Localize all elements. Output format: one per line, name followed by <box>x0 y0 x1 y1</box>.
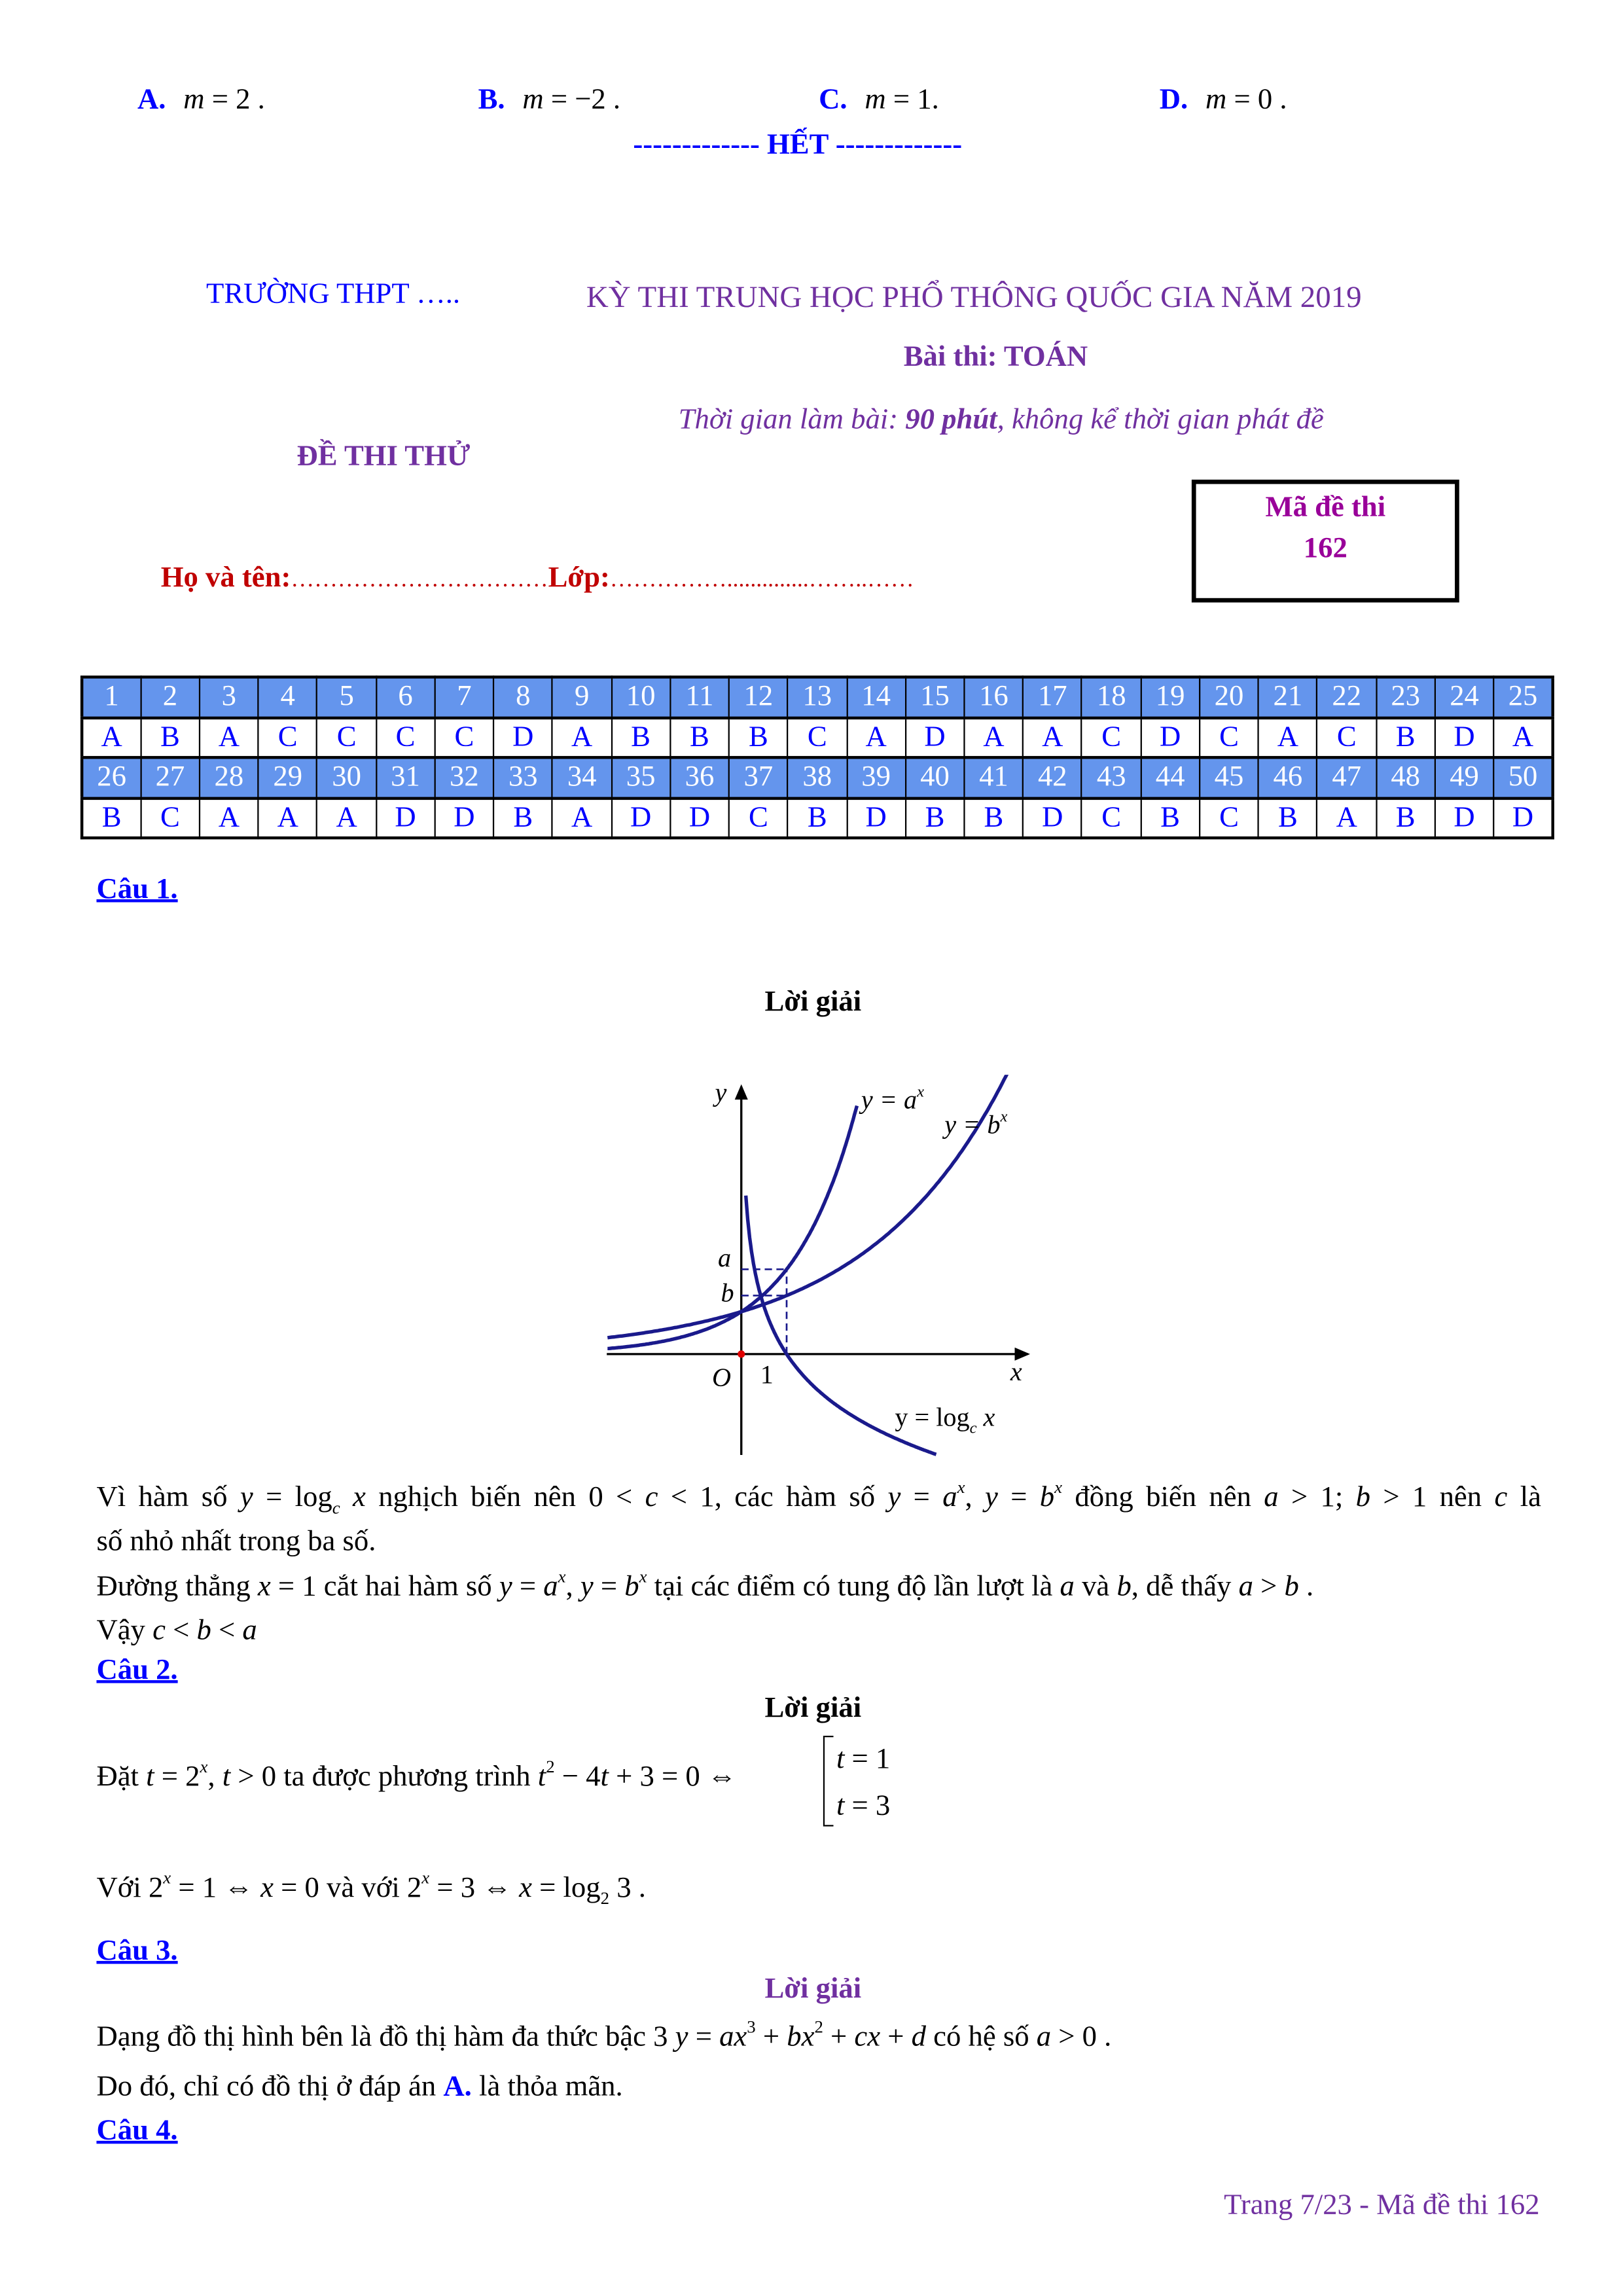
answer-number: 38 <box>788 757 847 797</box>
answer-number: 40 <box>906 757 965 797</box>
answer-letter: B <box>493 798 552 838</box>
curve-label-log-c: $y = \log_c x$ <box>895 1402 995 1437</box>
q3-solution-line <box>96 2071 622 2104</box>
text-segment: , dễ thấy <box>1131 1570 1239 1603</box>
answer-letter: C <box>259 717 317 757</box>
answer-number: 10 <box>611 677 670 717</box>
exam-code-label: Mã đề thi <box>1265 491 1386 524</box>
text-segment: = log <box>531 1871 601 1904</box>
option-c <box>819 83 939 117</box>
math-symbol: y <box>580 1570 594 1603</box>
answer-number: 12 <box>729 677 788 717</box>
text-segment: , <box>207 1760 223 1793</box>
answer-number: 1 <box>82 677 141 717</box>
text-segment: A. <box>443 2070 472 2103</box>
text-segment: + <box>755 2020 787 2053</box>
answer-letter: C <box>788 717 847 757</box>
answer-number: 46 <box>1258 757 1317 797</box>
text-segment: = <box>901 1481 943 1514</box>
math-symbol: t <box>836 1743 845 1776</box>
time-suffix: , không kể thời gian phát đề <box>997 403 1324 436</box>
name-field: …………………………… <box>291 567 548 592</box>
math-symbol: m <box>1205 83 1227 116</box>
math-symbol: x <box>257 1570 271 1603</box>
answer-letter: A <box>82 717 141 757</box>
solution-label: Lời giải <box>764 1972 862 2005</box>
origin-label: O <box>712 1363 732 1393</box>
answer-key-header-row <box>82 757 1553 797</box>
math-symbol: c <box>1494 1481 1508 1514</box>
page-footer <box>1224 2189 1539 2223</box>
answer-key-answer-row <box>82 798 1553 838</box>
answer-letter: A <box>847 717 906 757</box>
curve-label-b-x: $y = b^x$ <box>944 1107 1008 1139</box>
math-symbol: d <box>911 2020 926 2053</box>
answer-number: 44 <box>1141 757 1200 797</box>
answer-number: 24 <box>1435 677 1494 717</box>
math-symbol: x <box>1054 1477 1063 1498</box>
answer-letter: D <box>1141 717 1200 757</box>
math-symbol: x <box>200 1756 208 1777</box>
answer-letter: C <box>1082 717 1141 757</box>
math-symbol: x <box>558 1566 566 1587</box>
text-segment: tại các điểm có tung độ lần lượt là <box>647 1570 1060 1603</box>
subject-title: Bài thi: TOÁN <box>903 340 1088 373</box>
math-symbol: t <box>146 1760 154 1793</box>
text-segment: < <box>211 1614 243 1647</box>
question-2-link[interactable]: Câu 2. <box>96 1653 178 1687</box>
answer-letter: C <box>1200 798 1258 838</box>
answer-number: 17 <box>1023 677 1082 717</box>
answer-number: 29 <box>259 757 317 797</box>
text-segment: = log <box>253 1481 332 1514</box>
math-symbol: a <box>942 1481 957 1514</box>
text-segment: = 0 và với 2 <box>273 1871 422 1904</box>
q1-conclusion <box>96 1615 257 1648</box>
answer-letter: D <box>906 717 965 757</box>
text-segment: > 1; <box>1278 1481 1356 1514</box>
answer-letter: B <box>964 798 1023 838</box>
y-axis-label: y <box>715 1077 727 1107</box>
time-value: 90 phút <box>905 403 997 436</box>
text-segment: > 1 nên <box>1370 1481 1495 1514</box>
text-segment: > 0 . <box>1051 2020 1112 2053</box>
answer-number: 26 <box>82 757 141 797</box>
answer-key-header-row <box>82 677 1553 717</box>
math-symbol: t <box>537 1760 546 1793</box>
text-segment: = <box>688 2020 720 2053</box>
answer-letter: A <box>1258 717 1317 757</box>
exam-code-value: 162 <box>1303 532 1347 565</box>
footer-separator: - <box>1351 2189 1377 2221</box>
math-symbol: b <box>196 1614 211 1647</box>
math-symbol: b <box>1284 1570 1299 1603</box>
text-segment: = 1 cắt hai hàm số <box>270 1570 499 1603</box>
text-segment: = 3 ⇔ <box>429 1871 520 1904</box>
text-segment: và <box>1074 1570 1117 1603</box>
text-segment: > 0 ta được phương trình <box>230 1760 538 1793</box>
answer-number: 11 <box>670 677 729 717</box>
answer-number: 9 <box>552 677 611 717</box>
exam-title: KỲ THI TRUNG HỌC PHỔ THÔNG QUỐC GIA NĂM 2019 <box>586 279 1362 315</box>
answer-number: 5 <box>317 677 376 717</box>
answer-number: 47 <box>1317 757 1376 797</box>
answer-number: 30 <box>317 757 376 797</box>
text-segment: − 4 <box>554 1760 601 1793</box>
answer-letter: B <box>729 717 788 757</box>
answer-letter: B <box>611 717 670 757</box>
math-symbol: y <box>240 1481 253 1514</box>
answer-letter: A <box>964 717 1023 757</box>
curve-a-power-x <box>607 1106 857 1349</box>
tick-label-1: 1 <box>760 1359 774 1390</box>
text-segment: = <box>512 1570 544 1603</box>
math-symbol: bx <box>787 2020 815 2053</box>
answer-letter: C <box>317 717 376 757</box>
answer-letter: C <box>1200 717 1258 757</box>
answer-letter: B <box>906 798 965 838</box>
origin-point <box>738 1350 745 1357</box>
solution-label: Lời giải <box>764 985 862 1018</box>
answer-number: 37 <box>729 757 788 797</box>
solution-label: Lời giải <box>764 1691 862 1725</box>
text-segment: > <box>1253 1570 1285 1603</box>
answer-key-answer-row <box>82 717 1553 757</box>
system-case <box>836 1736 910 1782</box>
answer-letter: A <box>259 798 317 838</box>
answer-number: 25 <box>1494 677 1553 717</box>
answer-letter: B <box>788 798 847 838</box>
math-symbol: a <box>543 1570 558 1603</box>
text-segment: 2 <box>814 2016 823 2037</box>
exam-code-box <box>1192 480 1459 603</box>
q1-solution-line <box>96 1525 376 1558</box>
math-symbol: b <box>1355 1481 1371 1514</box>
answer-number: 18 <box>1082 677 1141 717</box>
x-axis-label: x <box>1010 1357 1022 1387</box>
answer-number: 16 <box>964 677 1023 717</box>
answer-number: 22 <box>1317 677 1376 717</box>
text-segment: + <box>880 2020 912 2053</box>
text-segment: . <box>1298 1570 1314 1603</box>
answer-number: 3 <box>200 677 259 717</box>
answer-letter: D <box>493 717 552 757</box>
text-segment: , <box>965 1481 986 1514</box>
text-segment: số nhỏ nhất trong ba số. <box>96 1525 376 1558</box>
text-segment: Vậy <box>96 1614 153 1647</box>
a-label: a <box>717 1242 732 1272</box>
text-segment: đồng biến nên <box>1062 1481 1264 1514</box>
system-case <box>836 1782 910 1829</box>
answer-letter: A <box>1494 717 1553 757</box>
answer-number: 34 <box>552 757 611 797</box>
b-label: b <box>721 1278 734 1308</box>
answer-letter: C <box>435 717 493 757</box>
math-symbol: x <box>519 1871 532 1904</box>
math-symbol: ax <box>719 2020 747 2053</box>
answer-letter: B <box>1376 717 1435 757</box>
text-segment: = −2 . <box>543 83 621 116</box>
text-segment: < 1, các hàm số <box>658 1481 888 1514</box>
math-symbol: t <box>836 1789 845 1822</box>
answer-letter: A <box>1023 717 1082 757</box>
answer-letter: B <box>141 717 200 757</box>
option-value <box>183 83 265 115</box>
answer-number: 21 <box>1258 677 1317 717</box>
text-segment: là <box>1507 1481 1541 1514</box>
answer-letter: C <box>1082 798 1141 838</box>
text-segment: Với 2 <box>96 1871 164 1904</box>
q2-solution-line <box>96 1756 737 1794</box>
option-b <box>478 83 621 117</box>
text-segment: = <box>997 1481 1040 1514</box>
time-prefix: Thời gian làm bài: <box>678 403 906 436</box>
math-symbol: t <box>222 1760 231 1793</box>
option-value <box>522 83 620 115</box>
class-label: Lớp: <box>548 561 610 594</box>
answer-letter: C <box>141 798 200 838</box>
math-symbol: x <box>163 1867 171 1888</box>
math-symbol: y <box>675 2020 688 2053</box>
answer-number: 48 <box>1376 757 1435 797</box>
math-symbol: m <box>522 83 544 116</box>
answer-number: 31 <box>376 757 435 797</box>
question-1-link[interactable]: Câu 1. <box>96 872 178 905</box>
answer-number: 20 <box>1200 677 1258 717</box>
answer-number: 32 <box>435 757 493 797</box>
text-segment: = <box>593 1570 625 1603</box>
answer-number: 28 <box>200 757 259 797</box>
q1-solution-line <box>96 1566 1314 1604</box>
option-label: A. <box>137 83 166 116</box>
math-symbol: cx <box>854 2020 881 2053</box>
text-segment: 2 <box>600 1888 610 1909</box>
page-number: Trang 7/23 <box>1224 2189 1352 2221</box>
answer-letter: D <box>435 798 493 838</box>
text-segment: + <box>823 2020 855 2053</box>
text-segment: = 3 <box>844 1789 891 1822</box>
answer-letter: A <box>1317 798 1376 838</box>
answer-number: 6 <box>376 677 435 717</box>
name-label: Họ và tên: <box>160 561 291 594</box>
exponential-log-graph <box>592 1075 1046 1469</box>
math-symbol: a <box>1060 1570 1075 1603</box>
answer-number: 27 <box>141 757 200 797</box>
student-info-line <box>161 562 914 595</box>
q2-solution-line <box>96 1867 646 1909</box>
answer-letter: B <box>1376 798 1435 838</box>
math-symbol: c <box>152 1614 166 1647</box>
math-symbol: y <box>887 1481 901 1514</box>
answer-letter: B <box>1141 798 1200 838</box>
question-3-link[interactable]: Câu 3. <box>96 1934 178 1967</box>
answer-letter: D <box>1494 798 1553 838</box>
option-label: D. <box>1159 83 1188 116</box>
text-segment: + 3 = 0 ⇔ <box>608 1760 737 1793</box>
text-segment: Đặt <box>96 1760 147 1793</box>
class-field: ……………..............……..…… <box>609 567 914 592</box>
answer-letter: C <box>376 717 435 757</box>
option-label: B. <box>478 83 505 116</box>
footer-exam-code: Mã đề thi 162 <box>1376 2189 1540 2221</box>
answer-letter: C <box>729 798 788 838</box>
text-segment: , <box>565 1570 580 1603</box>
answer-letter: D <box>1435 798 1494 838</box>
text-segment: là thỏa mãn. <box>471 2070 623 2103</box>
math-symbol: x <box>260 1871 274 1904</box>
text-segment: = 1 ⇔ <box>171 1871 261 1904</box>
math-symbol: x <box>639 1566 647 1587</box>
answer-number: 13 <box>788 677 847 717</box>
answer-number: 8 <box>493 677 552 717</box>
answer-number: 4 <box>259 677 317 717</box>
answer-number: 7 <box>435 677 493 717</box>
answer-letter: D <box>670 798 729 838</box>
answer-number: 45 <box>1200 757 1258 797</box>
trial-exam-label: ĐỀ THI THỬ <box>296 440 471 473</box>
equation-system-bracket <box>823 1736 910 1827</box>
text-segment: < <box>165 1614 197 1647</box>
answer-letter: B <box>670 717 729 757</box>
math-symbol: t <box>600 1760 609 1793</box>
answer-letter: D <box>1435 717 1494 757</box>
question-4-link[interactable]: Câu 4. <box>96 2114 178 2147</box>
math-symbol: b <box>624 1570 639 1603</box>
text-segment: có hệ số <box>925 2020 1037 2053</box>
text-segment: 3 . <box>609 1871 646 1904</box>
text-segment: Dạng đồ thị hình bên là đồ thị hàm đa thức bậc 3 <box>96 2020 675 2053</box>
answer-letter: A <box>552 798 611 838</box>
q3-solution-line <box>96 2016 1112 2054</box>
q1-solution-line <box>96 1477 1541 1518</box>
math-symbol: x <box>957 1477 965 1498</box>
math-symbol: m <box>183 83 205 116</box>
answer-number: 39 <box>847 757 906 797</box>
option-value <box>1205 83 1287 115</box>
text-segment: 2 <box>546 1756 555 1777</box>
math-symbol: c <box>645 1481 658 1514</box>
curve-label-a-x: $y = a^x$ <box>861 1083 925 1115</box>
text-segment: = 2 <box>154 1760 200 1793</box>
answer-letter: A <box>552 717 611 757</box>
text-segment: = 1. <box>885 83 939 116</box>
math-symbol: b <box>1116 1570 1132 1603</box>
text-segment: = 1 <box>844 1743 891 1776</box>
answer-letter: D <box>1023 798 1082 838</box>
text-segment: nghịch biến nên 0 < <box>365 1481 645 1514</box>
answer-letter: A <box>200 798 259 838</box>
math-symbol: m <box>865 83 886 116</box>
math-symbol: x <box>421 1867 430 1888</box>
answer-number: 50 <box>1494 757 1553 797</box>
option-d <box>1160 83 1287 117</box>
math-symbol: x <box>340 1481 366 1514</box>
text-segment: Đường thẳng <box>96 1570 258 1603</box>
answer-letter: A <box>317 798 376 838</box>
text-segment: = 0 . <box>1226 83 1287 116</box>
math-symbol: y <box>499 1570 512 1603</box>
answer-number: 41 <box>964 757 1023 797</box>
answer-number: 42 <box>1023 757 1082 797</box>
school-name: TRƯỜNG THPT ….. <box>206 278 461 310</box>
math-symbol: b <box>1039 1481 1055 1514</box>
answer-number: 33 <box>493 757 552 797</box>
answer-letter: B <box>1258 798 1317 838</box>
answer-number: 15 <box>906 677 965 717</box>
answer-letter: B <box>82 798 141 838</box>
text-segment: Do đó, chỉ có đồ thị ở đáp án <box>96 2070 444 2103</box>
answer-number: 23 <box>1376 677 1435 717</box>
option-a <box>137 83 265 117</box>
end-marker: ------------- HẾT ------------- <box>633 128 963 161</box>
text-segment: Vì hàm số <box>96 1481 240 1514</box>
answer-number: 36 <box>670 757 729 797</box>
math-symbol: a <box>1036 2020 1052 2053</box>
math-symbol: c <box>332 1497 340 1518</box>
answer-number: 14 <box>847 677 906 717</box>
answer-number: 2 <box>141 677 200 717</box>
math-symbol: a <box>1264 1481 1279 1514</box>
answer-number: 49 <box>1435 757 1494 797</box>
math-symbol: a <box>1238 1570 1253 1603</box>
answer-letter: D <box>847 798 906 838</box>
math-symbol: a <box>242 1614 257 1647</box>
option-value <box>865 83 938 115</box>
text-segment: 3 <box>747 2016 756 2037</box>
answer-letter: C <box>1317 717 1376 757</box>
math-symbol: y <box>985 1481 998 1514</box>
answer-letter: D <box>376 798 435 838</box>
text-segment: = 2 . <box>204 83 265 116</box>
option-label: C. <box>819 83 847 116</box>
answer-number: 43 <box>1082 757 1141 797</box>
answer-number: 19 <box>1141 677 1200 717</box>
answer-letter: A <box>200 717 259 757</box>
time-note <box>679 404 1324 437</box>
answer-key-table <box>80 675 1554 839</box>
answer-number: 35 <box>611 757 670 797</box>
answer-letter: D <box>611 798 670 838</box>
